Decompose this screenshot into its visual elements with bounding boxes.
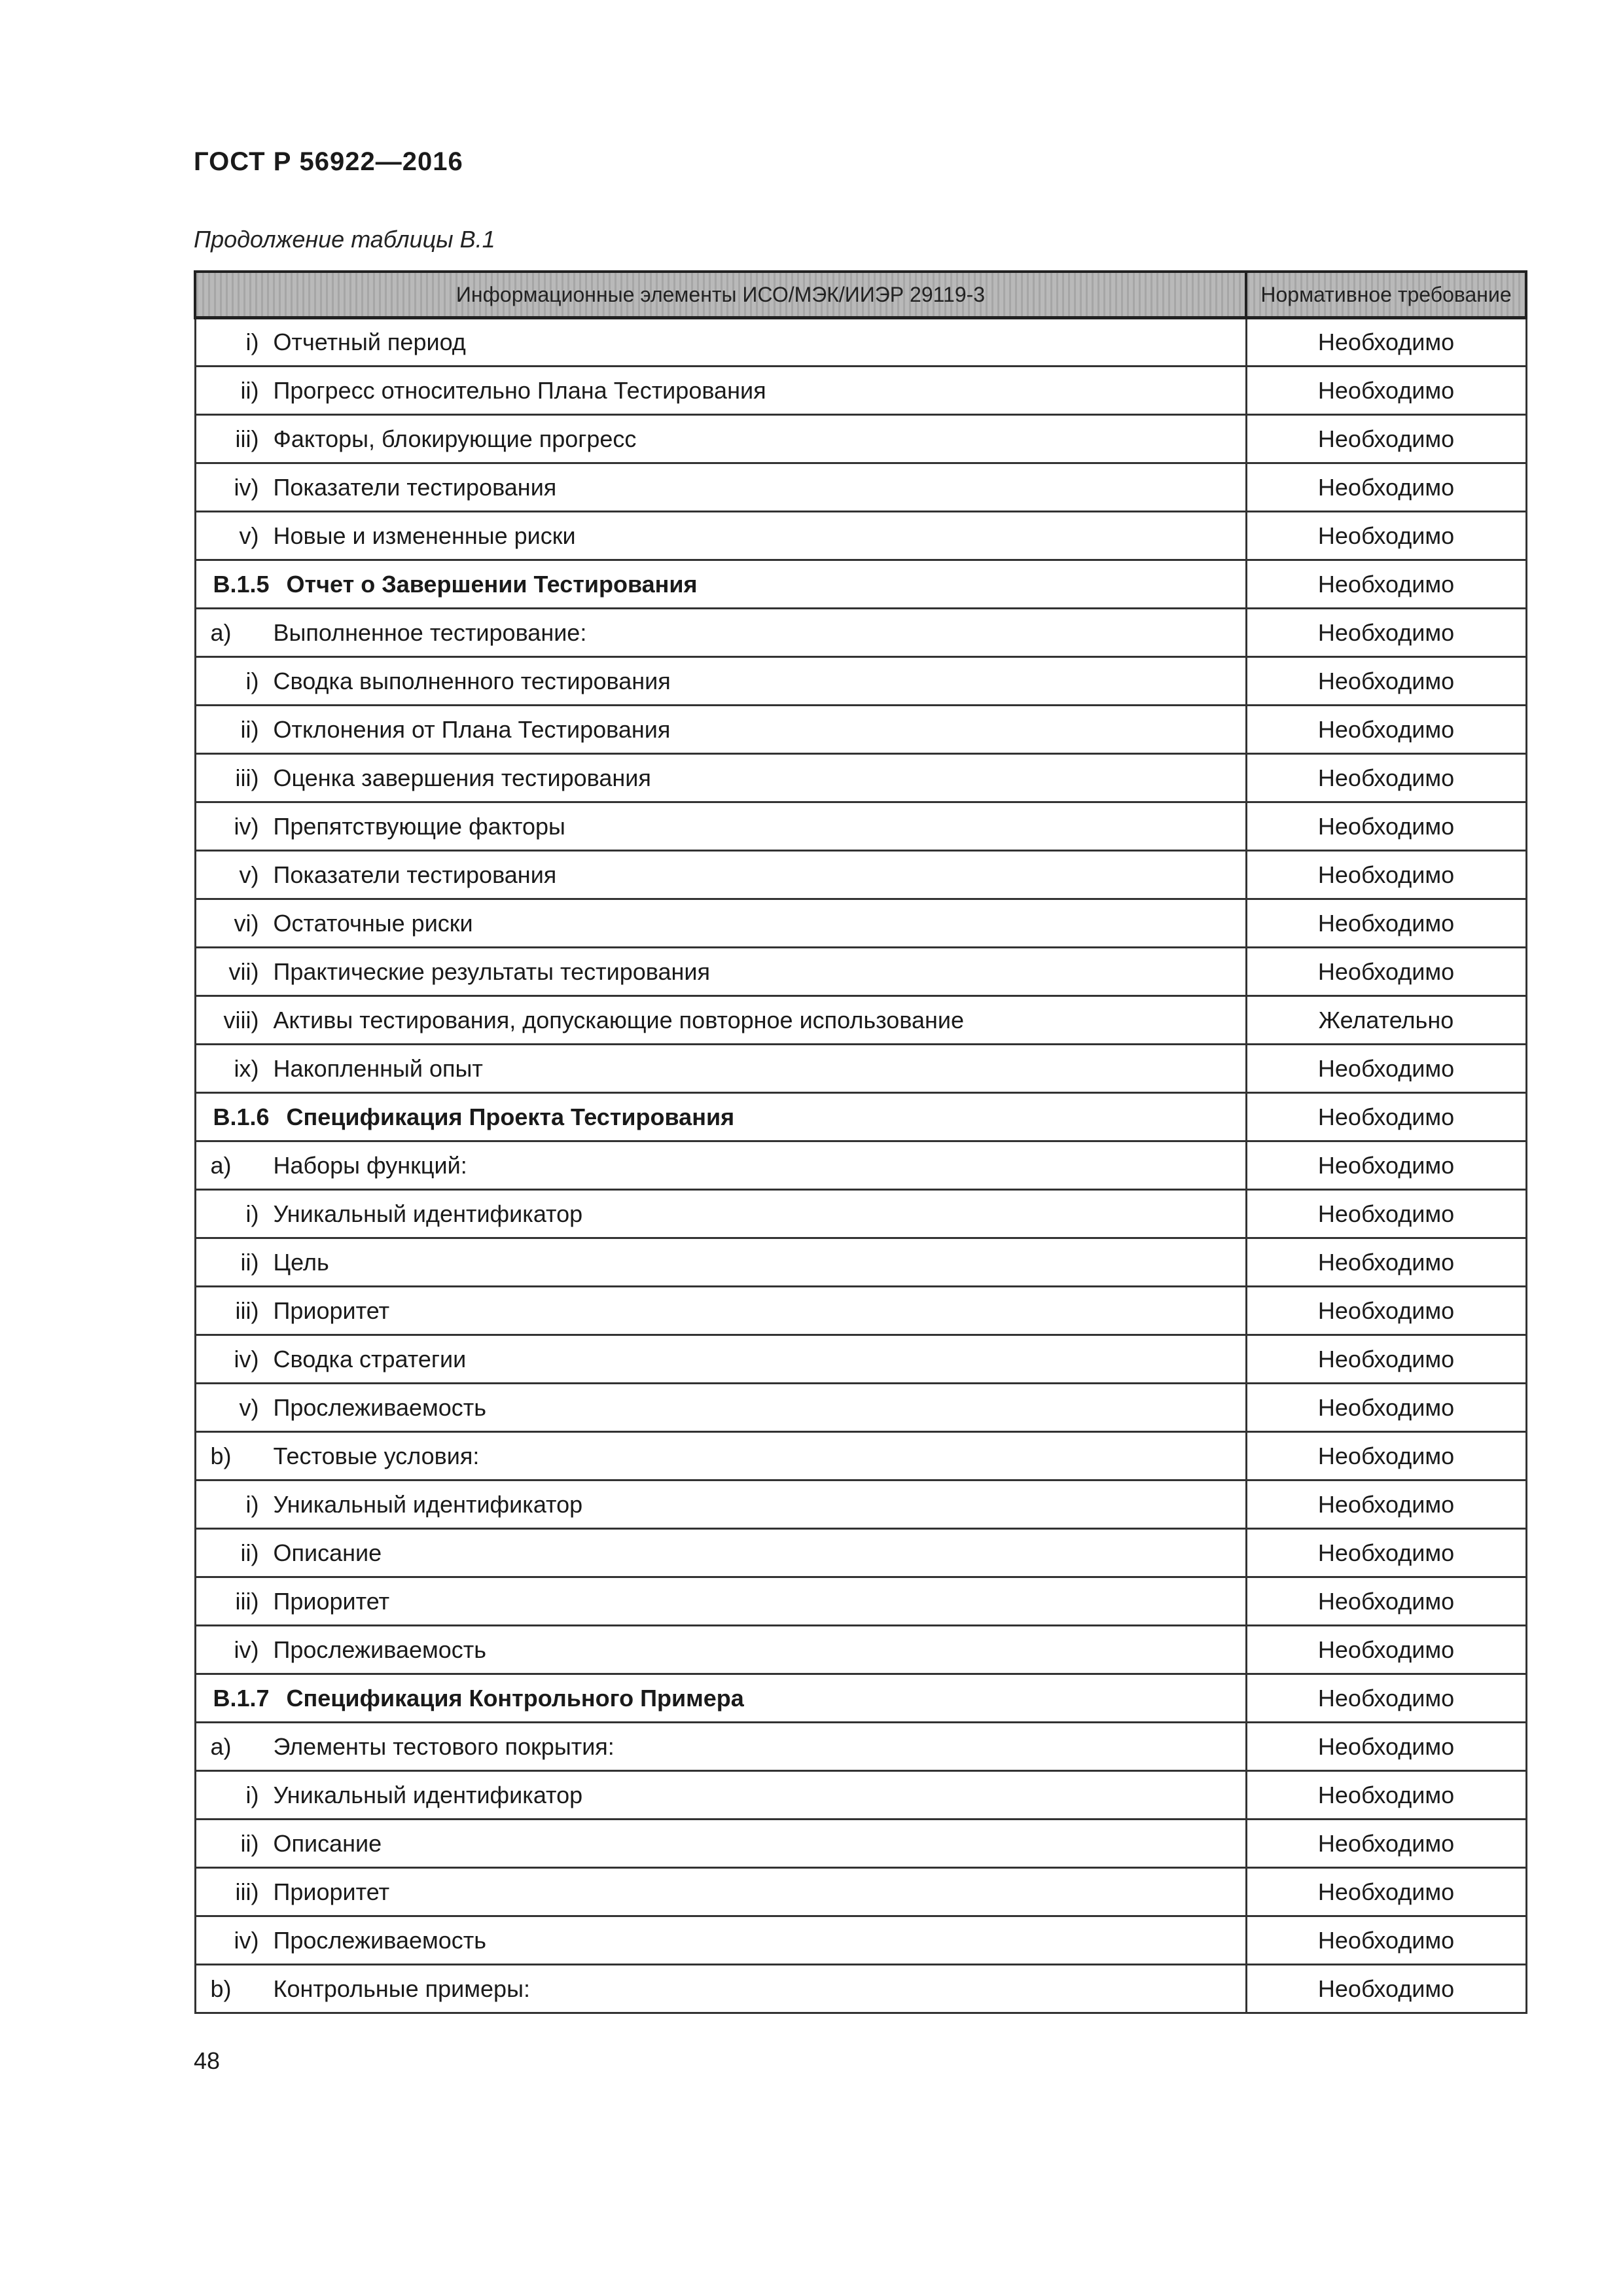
element-cell	[195, 1287, 1246, 1335]
requirement-cell: Необходимо	[1246, 1577, 1526, 1626]
element-text: Приоритет	[273, 1878, 390, 1905]
subitem-marker: ii)	[240, 1829, 259, 1857]
requirement-cell: Необходимо	[1246, 1868, 1526, 1916]
element-text: Наборы функций:	[273, 1151, 467, 1179]
table-header-row	[195, 272, 1526, 318]
table-row	[195, 948, 1526, 996]
page-number: 48	[194, 2047, 221, 2074]
table-row	[195, 899, 1526, 948]
requirement-cell: Необходимо	[1246, 1529, 1526, 1577]
table-row	[195, 851, 1526, 899]
subitem-marker: iv)	[234, 1926, 259, 1954]
element-text: Прогресс относительно Плана Тестирования	[273, 376, 766, 404]
element-cell	[195, 1238, 1246, 1287]
element-cell	[195, 802, 1246, 851]
subitem-marker: iv)	[234, 1345, 259, 1372]
element-cell	[195, 463, 1246, 512]
element-text: Элементы тестового покрытия:	[273, 1732, 615, 1760]
element-cell	[195, 1577, 1246, 1626]
table-row	[195, 1965, 1526, 2013]
subitem-marker: v)	[239, 1393, 259, 1421]
element-cell	[195, 1190, 1246, 1238]
table-row	[195, 802, 1526, 851]
column-header-requirement: Нормативное требование	[1246, 272, 1526, 318]
requirements-table	[194, 270, 1527, 2014]
subitem-marker: iii)	[235, 764, 259, 791]
requirement-cell: Необходимо	[1246, 367, 1526, 415]
table-row	[195, 1190, 1526, 1238]
requirement-cell: Необходимо	[1246, 1820, 1526, 1868]
subitem-marker: i)	[245, 1200, 259, 1227]
table-row	[195, 1626, 1526, 1674]
element-cell	[195, 1384, 1246, 1432]
table-row	[195, 318, 1526, 367]
section-row	[195, 1093, 1526, 1141]
table-row	[195, 1916, 1526, 1965]
section-title: Спецификация Контрольного Примера	[286, 1684, 744, 1712]
table-row	[195, 609, 1526, 657]
requirement-cell: Необходимо	[1246, 1287, 1526, 1335]
requirement-cell: Желательно	[1246, 996, 1526, 1045]
subitem-marker: v)	[239, 522, 259, 549]
element-text: Приоритет	[273, 1297, 390, 1324]
element-cell	[195, 851, 1246, 899]
element-text: Отчетный период	[273, 329, 466, 355]
subitem-marker: v)	[239, 861, 259, 888]
element-text: Активы тестирования, допускающие повторное использование	[273, 1006, 965, 1033]
element-text: Прослеживаемость	[273, 1636, 487, 1663]
subitem-marker: vii)	[228, 958, 259, 985]
element-cell	[195, 996, 1246, 1045]
element-cell	[195, 512, 1246, 560]
table-row	[195, 1577, 1526, 1626]
table-row	[195, 1480, 1526, 1529]
requirement-cell: Необходимо	[1246, 1045, 1526, 1093]
element-text: Прослеживаемость	[273, 1926, 487, 1954]
table-row	[195, 1045, 1526, 1093]
table-row	[195, 1384, 1526, 1432]
table-row	[195, 1238, 1526, 1287]
section-title: Спецификация Проекта Тестирования	[286, 1103, 735, 1130]
requirement-cell: Необходимо	[1246, 1916, 1526, 1965]
table-row	[195, 512, 1526, 560]
subitem-marker: iv)	[234, 1636, 259, 1663]
element-text: Уникальный идентификатор	[273, 1781, 583, 1808]
table-row	[195, 754, 1526, 802]
table-row	[195, 657, 1526, 706]
element-cell	[195, 1626, 1246, 1674]
column-header-elements: Информационные элементы ИСО/МЭК/ИИЭР 29119-3	[195, 272, 1246, 318]
element-cell	[195, 1045, 1246, 1093]
element-text: Контрольные примеры:	[273, 1975, 530, 2002]
element-text: Описание	[273, 1539, 382, 1566]
element-text: Сводка стратегии	[273, 1345, 467, 1372]
subitem-marker: ii)	[240, 1248, 259, 1276]
requirement-cell: Необходимо	[1246, 512, 1526, 560]
requirement-cell: Необходимо	[1246, 948, 1526, 996]
element-cell	[195, 1093, 1246, 1141]
requirement-cell: Необходимо	[1246, 802, 1526, 851]
element-text: Выполненное тестирование:	[273, 619, 587, 646]
table-row	[195, 463, 1526, 512]
element-cell	[195, 318, 1246, 367]
element-cell	[195, 367, 1246, 415]
requirement-cell: Необходимо	[1246, 1335, 1526, 1384]
element-text: Показатели тестирования	[273, 473, 557, 501]
element-text: Отклонения от Плана Тестирования	[273, 715, 671, 743]
element-cell	[195, 1965, 1246, 2013]
requirement-cell: Необходимо	[1246, 1093, 1526, 1141]
subitem-marker: iii)	[235, 425, 259, 452]
element-cell	[195, 754, 1246, 802]
table-row	[195, 1141, 1526, 1190]
subitem-marker: iii)	[235, 1878, 259, 1905]
element-cell	[195, 560, 1246, 609]
item-marker: b)	[210, 1442, 232, 1469]
section-number: В.1.7	[213, 1684, 270, 1712]
element-cell	[195, 948, 1246, 996]
requirement-cell: Необходимо	[1246, 560, 1526, 609]
element-text: Препятствующие факторы	[273, 812, 565, 840]
subitem-marker: iv)	[234, 473, 259, 501]
requirement-cell: Необходимо	[1246, 415, 1526, 463]
table-row	[195, 1771, 1526, 1820]
subitem-marker: ii)	[240, 715, 259, 743]
requirement-cell: Необходимо	[1246, 1674, 1526, 1723]
requirement-cell: Необходимо	[1246, 1626, 1526, 1674]
element-cell	[195, 1529, 1246, 1577]
subitem-marker: i)	[245, 1781, 259, 1808]
element-cell	[195, 1335, 1246, 1384]
requirement-cell: Необходимо	[1246, 754, 1526, 802]
requirement-cell: Необходимо	[1246, 609, 1526, 657]
element-cell	[195, 1916, 1246, 1965]
item-marker: a)	[210, 1732, 232, 1760]
subitem-marker: viii)	[223, 1006, 259, 1033]
element-cell	[195, 1432, 1246, 1480]
table-row	[195, 1868, 1526, 1916]
table-row	[195, 415, 1526, 463]
table-row	[195, 706, 1526, 754]
table-body	[195, 318, 1526, 2013]
element-cell	[195, 1771, 1246, 1820]
element-cell	[195, 1868, 1246, 1916]
element-text: Уникальный идентификатор	[273, 1200, 583, 1227]
subitem-marker: i)	[245, 329, 259, 355]
requirement-cell: Необходимо	[1246, 1238, 1526, 1287]
element-text: Оценка завершения тестирования	[273, 764, 651, 791]
element-text: Сводка выполненного тестирования	[273, 667, 671, 694]
element-text: Практические результаты тестирования	[273, 958, 710, 985]
element-text: Остаточные риски	[273, 909, 473, 937]
element-cell	[195, 657, 1246, 706]
element-text: Описание	[273, 1829, 382, 1857]
element-text: Уникальный идентификатор	[273, 1490, 583, 1518]
item-marker: a)	[210, 619, 232, 646]
element-cell	[195, 1674, 1246, 1723]
document-id: ГОСТ Р 56922—2016	[194, 147, 463, 176]
element-cell	[195, 1723, 1246, 1771]
subitem-marker: ii)	[240, 376, 259, 404]
requirement-cell: Необходимо	[1246, 1432, 1526, 1480]
element-text: Цель	[273, 1248, 329, 1276]
element-cell	[195, 706, 1246, 754]
element-cell	[195, 1820, 1246, 1868]
requirement-cell: Необходимо	[1246, 657, 1526, 706]
item-marker: b)	[210, 1975, 232, 2002]
table-row	[195, 1723, 1526, 1771]
subitem-marker: i)	[245, 667, 259, 694]
requirement-cell: Необходимо	[1246, 318, 1526, 367]
section-number: В.1.6	[213, 1103, 270, 1130]
element-cell	[195, 609, 1246, 657]
subitem-marker: vi)	[234, 909, 259, 937]
element-text: Тестовые условия:	[273, 1442, 480, 1469]
element-cell	[195, 1141, 1246, 1190]
table-row	[195, 996, 1526, 1045]
requirement-cell: Необходимо	[1246, 1480, 1526, 1529]
table-row	[195, 1820, 1526, 1868]
table-row	[195, 1335, 1526, 1384]
element-cell	[195, 899, 1246, 948]
element-text: Накопленный опыт	[273, 1054, 483, 1082]
table-row	[195, 367, 1526, 415]
requirement-cell: Необходимо	[1246, 1141, 1526, 1190]
subitem-marker: iii)	[235, 1587, 259, 1615]
element-cell	[195, 1480, 1246, 1529]
table-row	[195, 1432, 1526, 1480]
section-row	[195, 1674, 1526, 1723]
element-cell	[195, 415, 1246, 463]
requirement-cell: Необходимо	[1246, 1384, 1526, 1432]
section-row	[195, 560, 1526, 609]
requirement-cell: Необходимо	[1246, 1723, 1526, 1771]
element-text: Факторы, блокирующие прогресс	[273, 425, 637, 452]
requirement-cell: Необходимо	[1246, 1771, 1526, 1820]
element-text: Приоритет	[273, 1587, 390, 1615]
element-text: Прослеживаемость	[273, 1393, 487, 1421]
table-row	[195, 1529, 1526, 1577]
subitem-marker: iv)	[234, 812, 259, 840]
requirement-cell: Необходимо	[1246, 851, 1526, 899]
section-title: Отчет о Завершении Тестирования	[286, 570, 698, 598]
subitem-marker: ix)	[234, 1054, 259, 1082]
requirement-cell: Необходимо	[1246, 463, 1526, 512]
subitem-marker: iii)	[235, 1297, 259, 1324]
requirement-cell: Необходимо	[1246, 899, 1526, 948]
element-text: Показатели тестирования	[273, 861, 557, 888]
requirement-cell: Необходимо	[1246, 706, 1526, 754]
subitem-marker: ii)	[240, 1539, 259, 1566]
requirement-cell: Необходимо	[1246, 1190, 1526, 1238]
table-row	[195, 1287, 1526, 1335]
subitem-marker: i)	[245, 1490, 259, 1518]
item-marker: a)	[210, 1151, 232, 1179]
table-caption: Продолжение таблицы В.1	[194, 226, 495, 253]
section-number: В.1.5	[213, 570, 270, 598]
requirement-cell: Необходимо	[1246, 1965, 1526, 2013]
element-text: Новые и измененные риски	[273, 522, 576, 549]
